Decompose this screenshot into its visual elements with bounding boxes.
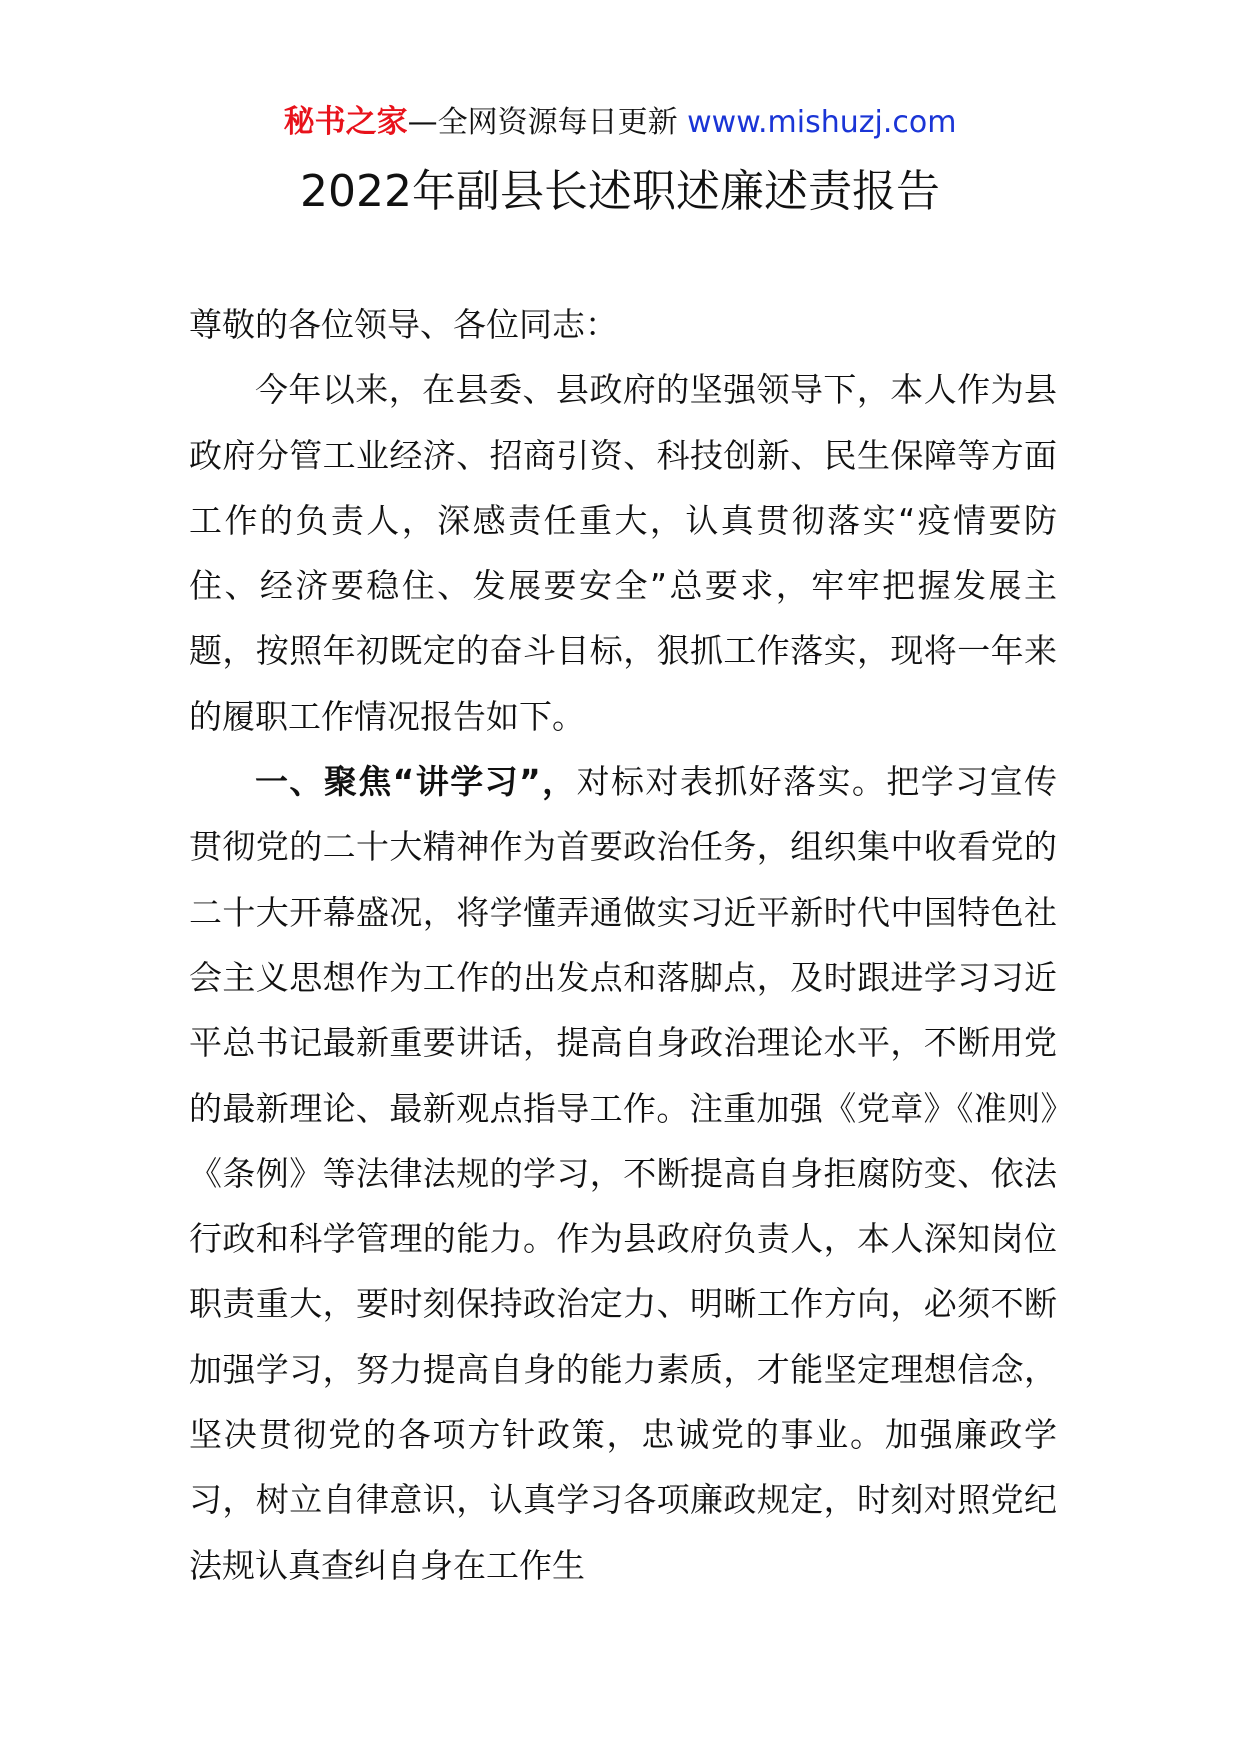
site-tagline: —全网资源每日更新 [407,105,678,140]
site-url-link[interactable]: www.mishuzj.com [687,105,957,140]
document-body [189,292,1057,1598]
site-name: 秘书之家 [283,104,408,140]
section-1-body: 对标对表抓好落实。把学习宣传贯彻党的二十大精神作为首要政治任务，组织集中收看党的二十大开幕盛况，将学懂弄通做实习近平新时代中国特色社会主义思想作为工作的出发点和落脚点，及时跟进学习习近平总书记最新重要讲话，提高自身政治理论水平，不断用党的最新理论、最新观点指导工作。注重加强《党章》《准则》《条例》等法律法规的学习，不断提高自身拒腐防变、依法行政和科学管理的能力。作为县政府负责人，本人深知岗位职责重大，要时刻保持政治定力、明晰工作方向，必须不断加强学习，努力提高自身的能力素质，才能坚定理想信念，坚决贯彻党的各项方针政策，忠诚党的事业。加强廉政学习，树立自律意识，认真学习各项廉政规定，时刻对照党纪法规认真查纠自身在工作生 [189,762,1057,1585]
section-1-heading: 一、聚焦“讲学习”， [255,762,577,802]
salutation: 尊敬的各位领导、各位同志： [189,305,618,344]
document-title: 2022年副县长述职述廉述责报告 [300,166,940,217]
section-1-paragraph [189,749,1057,1598]
intro-paragraph: 今年以来，在县委、县政府的坚强领导下，本人作为县政府分管工业经济、招商引资、科技创新、民生保障等方面工作的负责人，深感责任重大，认真贯彻落实“疫情要防住、经济要稳住、发展要安全”总要求，牢牢把握发展主题，按照年初既定的奋斗目标，狠抓工作落实，现将一年来的履职工作情况报告如下。 [189,370,1057,736]
site-header [0,102,1240,143]
